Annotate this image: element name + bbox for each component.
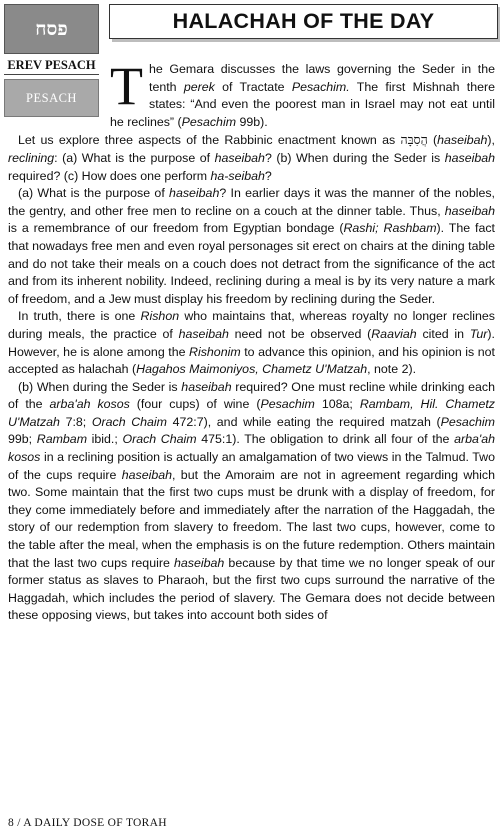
text-run: to advance this opinion, and his opinion is not accepted as halachah ( <box>8 344 495 377</box>
text-run: of Tractate <box>214 79 292 94</box>
text-run: cited in <box>416 326 470 341</box>
italic-citation: Hagahos Maimoniyos, Chametz U'Matzah <box>136 362 368 377</box>
page-footer: 8 / A DAILY DOSE OF TORAH <box>8 817 167 829</box>
first-paragraph-wrap <box>110 56 495 131</box>
text-run: ( <box>427 133 438 148</box>
italic-term: haseibah <box>437 133 488 148</box>
italic-term: arba'ah kosos <box>49 397 130 412</box>
article-body <box>8 56 496 625</box>
italic-citation: Pesachim <box>440 414 495 429</box>
italic-citation: Rambam <box>36 432 88 447</box>
italic-term: arba'ah kosos <box>8 432 496 465</box>
italic-term: perek <box>183 79 215 94</box>
paragraph-3 <box>8 185 495 308</box>
italic-term: Rishon <box>140 309 180 324</box>
italic-citation: Pesachim <box>181 114 237 129</box>
text-run: 7:8; <box>59 414 92 429</box>
text-run: 108a; <box>314 397 360 412</box>
italic-term: haseibah <box>121 467 173 482</box>
italic-term: haseibah <box>169 186 220 201</box>
text-run: ibid.; <box>87 432 123 447</box>
italic-citation: Rambam, Hil. Chametz U'Matzah <box>8 397 495 429</box>
text-run: ? <box>264 168 272 183</box>
paragraph-2 <box>8 131 495 185</box>
italic-term: haseibah <box>444 203 495 218</box>
text-run: The first Mishnah there states: “And even the poorest man in Israel may not eat until he reclines” ( <box>110 79 495 129</box>
italic-citation: Raaviah <box>371 326 417 341</box>
text-run: , but the Amoraim are not in agreement regarding which two. Some maintain that the first two cups must be drunk with a display of freedom, for they come immediately before and immediately after the narration of the Haggadah, the story of our redemption from slavery to freedom. The last two cups, however, come to the table after the meal, when the emphasis is on the future redemption. Others maintain that the last two cups require <box>8 467 495 570</box>
italic-term: haseibah <box>174 555 225 570</box>
sidebar-box: PESACH <box>4 79 99 117</box>
text-run: he Gemara discusses the laws governing the Seder in the tenth <box>149 62 495 94</box>
italic-citation: Tur <box>469 326 488 341</box>
italic-term: haseibah <box>181 379 232 394</box>
text-run: 475:1). The obligation to drink all four of the <box>196 432 455 447</box>
text-run: need not be observed ( <box>228 326 372 341</box>
text-run: (b) When during the Seder is <box>18 379 182 394</box>
text-run: in a reclining position is actually an amalgamation of two views in the Talmud. Two of the cups require <box>8 450 495 482</box>
text-run: (a) What is the purpose of <box>18 186 170 201</box>
text-run: ? In earlier days it was the manner of the nobles, the gentry, and other free men to recline on a couch at the dinner table. Thus, <box>8 186 495 218</box>
sidebar-label: EREV PESACH <box>7 58 96 72</box>
hebrew-term: הֲסִבָּה <box>400 132 428 148</box>
italic-term: haseibah <box>444 150 496 165</box>
text-run: ). However, he is alone among the <box>8 326 495 359</box>
text-run: 99b). <box>236 114 268 129</box>
text-run: required? One must recline while drinking each of the <box>8 379 495 412</box>
text-run: because by that time we no longer speak of our former status as slaves to Pharaoh, but the first two cups surround the narrative of the Haggadah, which includes the period of slavery. The Gemara does not decide between these opposing views, but takes into account both sides of <box>8 555 495 623</box>
text-run: ). The fact that nowadays free men and even royal personages sit erect on chairs at the dining table and do not take their meals on a couch does not detract from the significance of the act and from its inherent nobility. Indeed, reclining during a meal is by its very nature a mark of freedom, and a Jew must display his freedom by reclining during the Seder. <box>8 221 496 306</box>
text-run: 99b; <box>8 432 37 447</box>
italic-term: haseibah <box>178 326 229 341</box>
italic-citation: Orach Chaim <box>122 432 197 447</box>
text-run: who maintains that, whereas royalty no longer reclines during meals, the practice of <box>8 309 495 341</box>
hebrew-label: פסח <box>35 17 68 40</box>
italic-citation: Pesachim <box>260 397 315 412</box>
page-title: HALACHAH OF THE DAY <box>109 4 498 39</box>
text-run: required? (c) How does one perform <box>8 168 211 183</box>
paragraph-1 <box>110 56 495 131</box>
text-run: is a remembrance of our freedom from Egyptian bondage ( <box>8 221 344 236</box>
text-run: ? (b) When during the Seder is <box>264 150 445 165</box>
text-run: (four cups) of wine ( <box>129 397 261 412</box>
paragraph-4 <box>8 308 495 378</box>
text-run: ), <box>487 133 495 148</box>
text-run: , note 2). <box>367 362 417 377</box>
text-run: : (a) What is the purpose of <box>54 150 215 165</box>
italic-term: reclining <box>8 150 55 165</box>
text-run: In truth, there is one <box>18 309 141 324</box>
italic-term: ha-seibah <box>210 168 265 183</box>
drop-cap: T <box>110 56 143 116</box>
italic-citation: Rashi; Rashbam <box>343 221 437 236</box>
hebrew-section-tab <box>4 4 99 54</box>
italic-term: Pesachim. <box>291 79 350 94</box>
italic-citation: Orach Chaim <box>91 414 167 429</box>
italic-term: haseibah <box>214 150 265 165</box>
italic-term: Rishonim <box>189 344 241 359</box>
text-run: Let us explore three aspects of the Rabbinic enactment known as <box>18 133 401 148</box>
paragraph-5 <box>8 379 495 625</box>
text-run: 472:7), and while eating the required matzah ( <box>167 414 441 429</box>
